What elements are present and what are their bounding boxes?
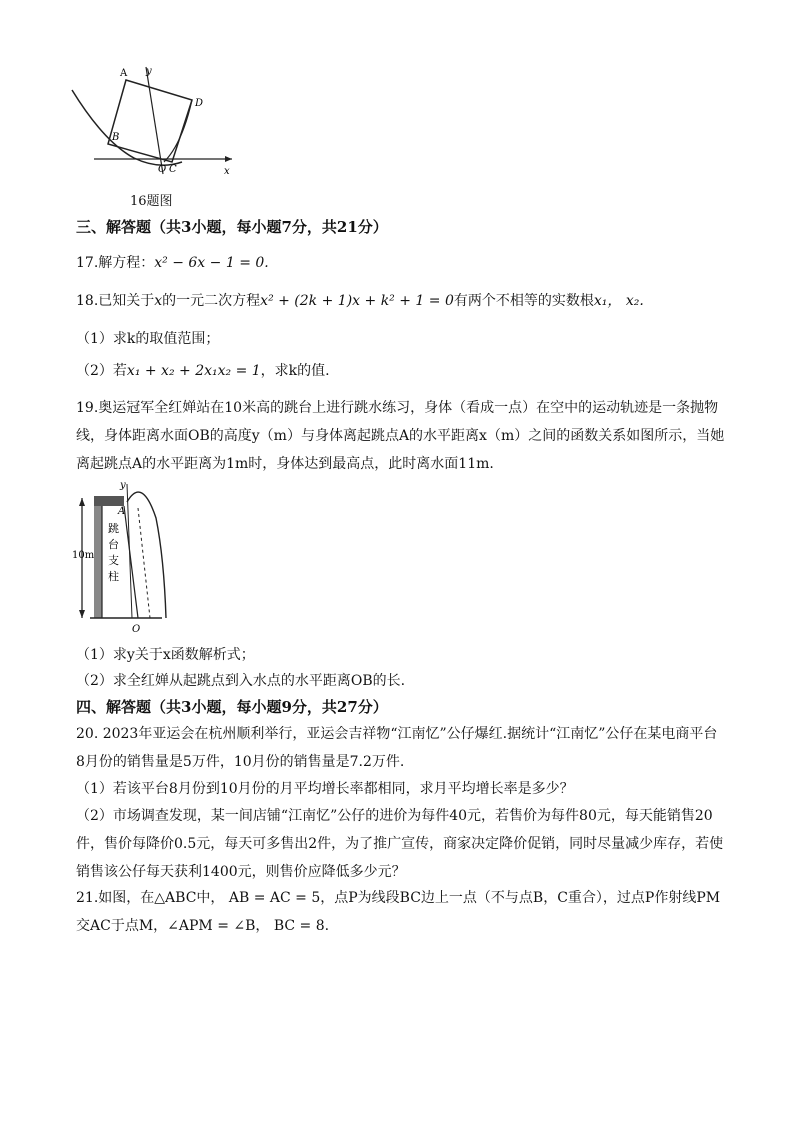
q18-roots: x₁， x₂. (593, 293, 644, 309)
fig19-label-O: O (132, 624, 141, 635)
q17-number: 17. (76, 255, 99, 271)
figure-19-diagram (72, 478, 182, 638)
fig16-label-x: x (224, 166, 230, 177)
fig19-label-y: y (120, 480, 126, 491)
pillar-left-hatch (94, 506, 102, 618)
q18-part-2-equation: x₁ + x₂ + 2x₁x₂ = 1 (126, 363, 261, 379)
pillar-label-1: 跳 (108, 522, 119, 535)
q18-part-2-b: ，求k的值. (260, 363, 330, 379)
pillar-label-2: 台 (108, 538, 119, 551)
q19-part-2: （2）求全红婵从起跳点到入水点的水平距离OB的长. (76, 673, 406, 689)
question-21: 21.如图，在△ABC中， AB = AC = 5，点P为线段BC边上一点（不与点B，C重合），过点P作射线PM交AC于点M，∠APM = ∠B， BC = 8. (76, 890, 721, 934)
q18-part-1: （1）求k的取值范围； (76, 331, 220, 347)
q18-part-2 (76, 362, 330, 380)
fig16-label-A: A (120, 68, 128, 79)
q20-part-1: （1）若该平台8月份到10月份的月平均增长率都相同，求月平均增长率是多少？ (76, 781, 574, 797)
fig16-label-D: D (195, 98, 204, 109)
fig16-label-C: C (169, 164, 177, 175)
figure-16-caption: 16题图 (130, 194, 173, 209)
y-axis (127, 484, 132, 618)
y-axis (146, 67, 163, 174)
fig16-label-B: B (112, 132, 120, 143)
q18-equation: x² + (2k + 1)x + k² + 1 = 0 (260, 293, 454, 309)
question-19: 19.奥运冠军全红婵站在10米高的跳台上进行跳水练习，身体（看成一点）在空中的运动轨迹是一条抛物线，身体距离水面OB的高度y（m）与身体离起跳点A的水平距离x（m）之间的函数关系如图所示，当她离起跳点A的水平距离为1m时，身体达到最高点，此时离水面11m. (76, 400, 725, 472)
question-20: 20. 2023年亚运会在杭州顺利举行，亚运会吉祥物“江南忆”公仔爆红.据统计“江南忆”公仔在某电商平台8月份的销售量是5万件，10月份的销售量是7.2万件. (76, 726, 718, 770)
q20-part-2: （2）市场调查发现，某一间店铺“江南忆”公仔的进价为每件40元，若售价为每件80元，每天能销售20件，售价每降价0.5元，每天可多售出2件，为了推广宣传，商家决定降价促销，同时尽量减少库存，若使销售该公仔每天获利1400元，则售价应降低多少元？ (76, 808, 724, 880)
dashed-drop-line (138, 508, 150, 618)
trajectory-parabola (127, 492, 166, 618)
q17-text: 解方程： (98, 255, 155, 271)
question-18: 18.已知关于x的一元二次方程x² + (2k + 1)x + k² + 1 = 0有两个不相等的实数根x₁， x₂. (76, 293, 644, 309)
q18-part-2-a: （2）若 (76, 363, 127, 379)
section-4-header: 四、解答题（共3小题，每小题9分，共27分） (76, 698, 388, 716)
fig19-height-label: 10m (72, 550, 95, 561)
fig16-label-y: y (146, 66, 152, 77)
figure-16-diagram (64, 62, 244, 182)
pillar-label-4: 柱 (108, 570, 119, 583)
pillar-label-3: 支 (108, 554, 119, 567)
platform (94, 496, 124, 506)
q19-part-1: （1）求y关于x函数解析式； (76, 647, 255, 663)
fig19-label-A: A (118, 506, 126, 517)
parabola-curve (72, 90, 182, 165)
q17-equation: x² − 6x − 1 = 0. (154, 255, 269, 271)
fig16-label-O: O (158, 164, 167, 175)
q18-intro-a: 18.已知关于 (76, 293, 155, 309)
q18-intro-c: 有两个不相等的实数根 (453, 293, 594, 309)
question-17 (76, 254, 269, 272)
parabola-right-branch (164, 100, 192, 162)
section-3-header: 三、解答题（共3小题，每小题7分，共21分） (76, 218, 388, 236)
q18-intro-b: 的一元二次方程 (162, 293, 261, 309)
